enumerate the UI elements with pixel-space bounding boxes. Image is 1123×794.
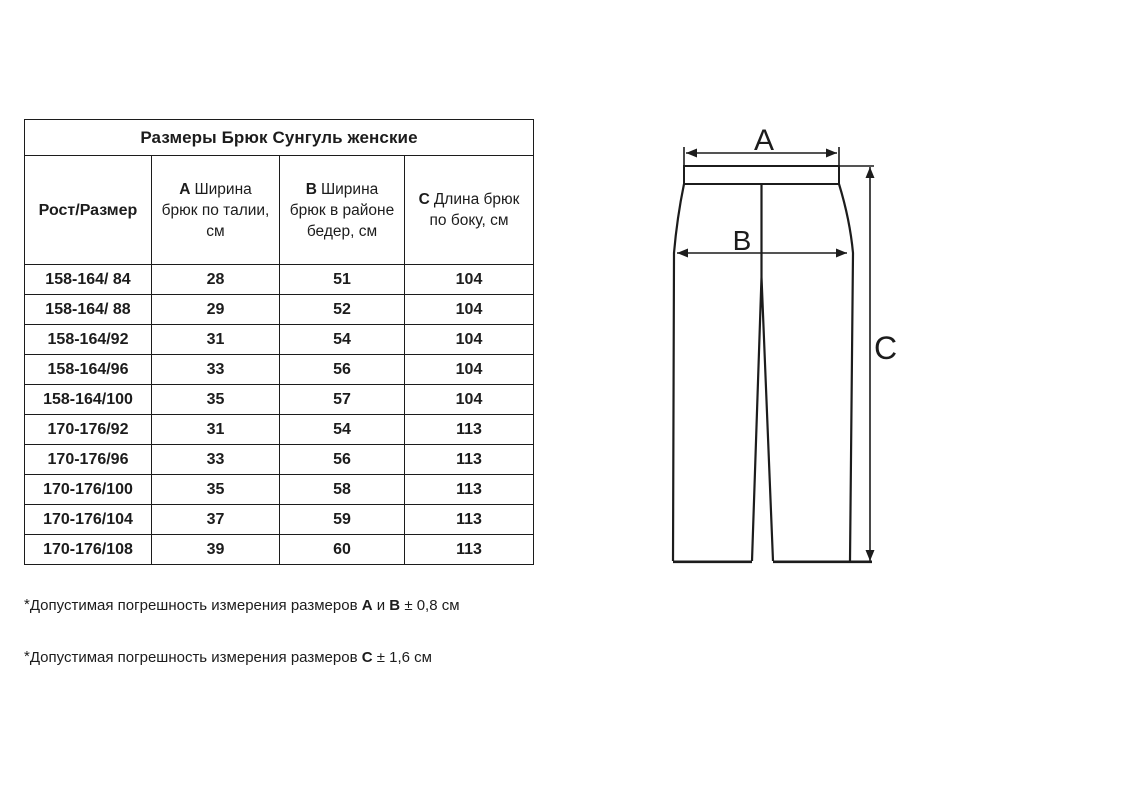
table-header-row (25, 156, 534, 265)
value-cell-a: 33 (152, 445, 280, 475)
size-cell: 170-176/96 (25, 445, 152, 475)
value-cell-a: 31 (152, 415, 280, 445)
value-cell-b: 58 (280, 475, 405, 505)
column-header-a: А Ширина брюк по талии, см (152, 156, 280, 265)
table-row (25, 505, 534, 535)
value-cell-c: 104 (405, 265, 534, 295)
dimension-a-label: A (753, 124, 775, 157)
column-header-c: С Длина брюк по боку, см (405, 156, 534, 265)
footnote-asterisk: * (24, 648, 30, 665)
table-row (25, 265, 534, 295)
value-cell-b: 54 (280, 325, 405, 355)
size-table (24, 119, 534, 565)
table-row (25, 535, 534, 565)
value-cell-b: 59 (280, 505, 405, 535)
value-cell-c: 104 (405, 295, 534, 325)
value-cell-b: 56 (280, 445, 405, 475)
table-row (25, 445, 534, 475)
value-cell-a: 29 (152, 295, 280, 325)
value-cell-a: 31 (152, 325, 280, 355)
value-cell-b: 60 (280, 535, 405, 565)
value-cell-b: 56 (280, 355, 405, 385)
table-title-row (25, 120, 534, 156)
value-cell-a: 33 (152, 355, 280, 385)
value-cell-b: 51 (280, 265, 405, 295)
value-cell-a: 28 (152, 265, 280, 295)
value-cell-a: 39 (152, 535, 280, 565)
value-cell-b: 54 (280, 415, 405, 445)
table-row (25, 385, 534, 415)
value-cell-a: 35 (152, 475, 280, 505)
dimension-b-label: B (732, 225, 752, 256)
value-cell-c: 104 (405, 325, 534, 355)
table-row (25, 295, 534, 325)
size-cell: 158-164/ 88 (25, 295, 152, 325)
trousers-measurement-diagram (620, 100, 950, 600)
size-cell: 170-176/108 (25, 535, 152, 565)
value-cell-a: 37 (152, 505, 280, 535)
size-cell: 158-164/100 (25, 385, 152, 415)
value-cell-c: 104 (405, 385, 534, 415)
dimension-a-letter: А (179, 180, 191, 198)
dimension-b-letter: В (305, 180, 317, 198)
table-row (25, 415, 534, 445)
size-cell: 158-164/ 84 (25, 265, 152, 295)
size-cell: 170-176/92 (25, 415, 152, 445)
footnote-tolerance-ab: *Допустимая погрешность измерения размеров А и В ± 0,8 см (24, 596, 460, 614)
value-cell-a: 35 (152, 385, 280, 415)
value-cell-b: 57 (280, 385, 405, 415)
footnote-asterisk: * (24, 596, 30, 613)
column-header-b: В Ширина брюк в районе бедер, см (280, 156, 405, 265)
value-cell-c: 113 (405, 505, 534, 535)
waistband-outline (684, 166, 839, 184)
dimension-c-letter: С (418, 191, 430, 208)
size-cell: 158-164/96 (25, 355, 152, 385)
table-title: Размеры Брюк Сунгуль женские (25, 120, 534, 156)
column-header-size: Рост/Размер (25, 156, 152, 265)
dimension-c-label: C (874, 330, 898, 366)
value-cell-c: 113 (405, 415, 534, 445)
table-row (25, 475, 534, 505)
size-cell: 170-176/100 (25, 475, 152, 505)
value-cell-c: 104 (405, 355, 534, 385)
footnote-tolerance-c: *Допустимая погрешность измерения размеров С ± 1,6 см (24, 648, 432, 666)
value-cell-c: 113 (405, 535, 534, 565)
table-row (25, 355, 534, 385)
value-cell-b: 52 (280, 295, 405, 325)
size-cell: 170-176/104 (25, 505, 152, 535)
trousers-outline (673, 184, 853, 561)
size-cell: 158-164/92 (25, 325, 152, 355)
value-cell-c: 113 (405, 475, 534, 505)
table-row (25, 325, 534, 355)
value-cell-c: 113 (405, 445, 534, 475)
